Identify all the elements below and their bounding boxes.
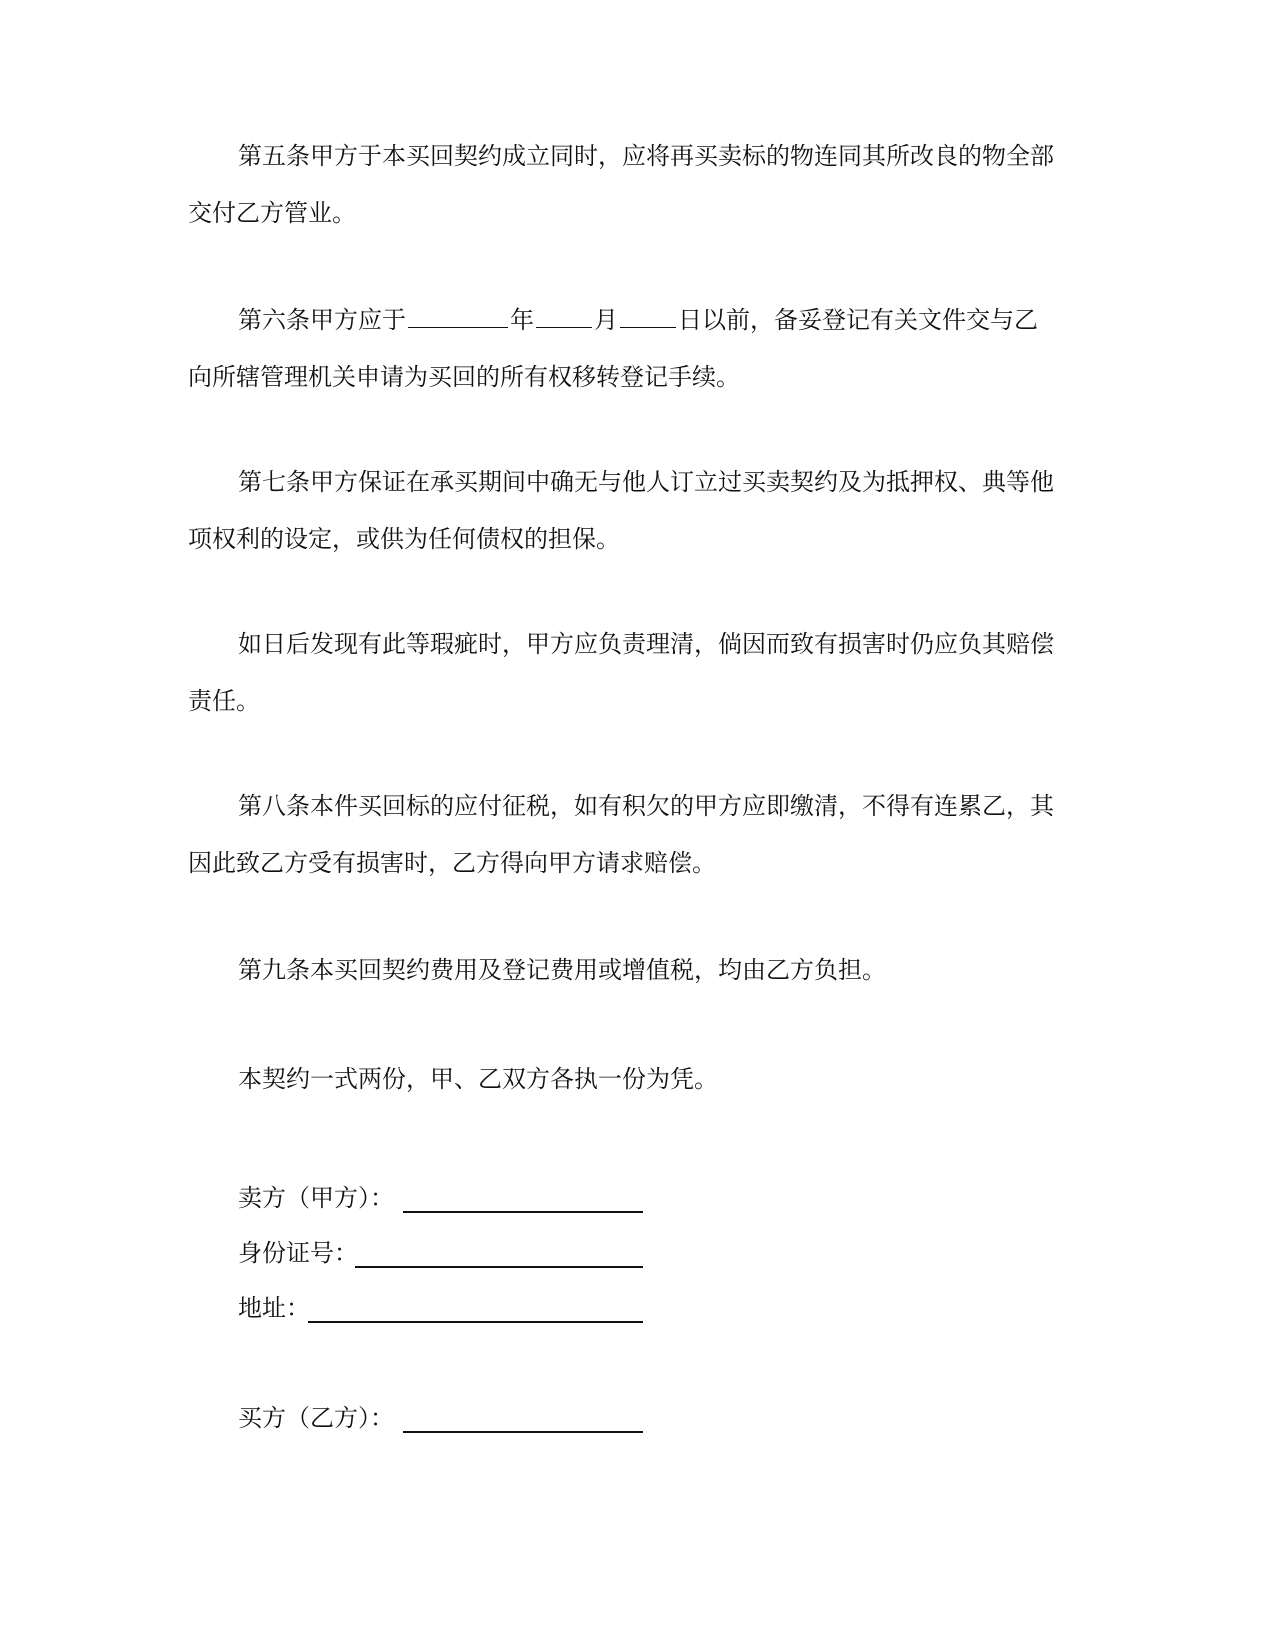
month-blank[interactable] [536,303,592,328]
article-8-line-2: 因此致乙方受有损害时，乙方得向甲方请求赔偿。 [188,849,716,877]
buyer-label: 买方（乙方）： [238,1404,394,1432]
article-9 [188,942,1088,999]
article-6-prefix: 第六条甲方应于 [238,306,406,334]
article-5-line-1: 第五条甲方于本买回契约成立同时，应将再买卖标的物连同其所改良的物全部 [238,142,1054,170]
flaw-clause-line-2: 责任。 [188,687,260,715]
address-row [238,1293,310,1323]
article-8-line-1: 第八条本件买回标的应付征税，如有积欠的甲方应即缴清，不得有连累乙，其 [238,792,1054,820]
seller-label: 卖方（甲方）： [238,1184,394,1212]
article-8 [188,778,1088,892]
address-line[interactable] [308,1293,643,1323]
seller-signature-row [238,1183,394,1213]
address-label: 地址： [238,1294,310,1322]
day-blank[interactable] [620,303,676,328]
article-6 [188,292,1088,406]
year-label: 年 [510,306,534,334]
month-label: 月 [594,306,618,334]
flaw-clause [188,616,1088,730]
year-blank[interactable] [408,303,508,328]
article-6-line-2: 向所辖管理机关申请为买回的所有权移转登记手续。 [188,363,740,391]
id-number-line[interactable] [355,1238,643,1268]
id-number-row [238,1238,358,1268]
id-number-label: 身份证号： [238,1239,358,1267]
article-6-line-1 [188,292,1088,349]
article-9-line-1: 第九条本买回契约费用及登记费用或增值税，均由乙方负担。 [238,956,886,984]
article-5 [188,128,1088,242]
article-6-suffix: 日以前，备妥登记有关文件交与乙 [678,306,1038,334]
article-5-line-2: 交付乙方管业。 [188,199,356,227]
seller-signature-line[interactable] [403,1183,643,1213]
article-7-line-1: 第七条甲方保证在承买期间中确无与他人订立过买卖契约及为抵押权、典等他 [238,468,1054,496]
copies-clause-line-1: 本契约一式两份，甲、乙双方各执一份为凭。 [238,1065,718,1093]
flaw-clause-line-1: 如日后发现有此等瑕疵时，甲方应负责理清，倘因而致有损害时仍应负其赔偿 [238,630,1054,658]
article-7-line-2: 项权利的设定，或供为任何债权的担保。 [188,525,620,553]
article-7 [188,454,1088,568]
buyer-signature-line[interactable] [403,1403,643,1433]
copies-clause [188,1051,1088,1108]
buyer-signature-row [238,1403,394,1433]
